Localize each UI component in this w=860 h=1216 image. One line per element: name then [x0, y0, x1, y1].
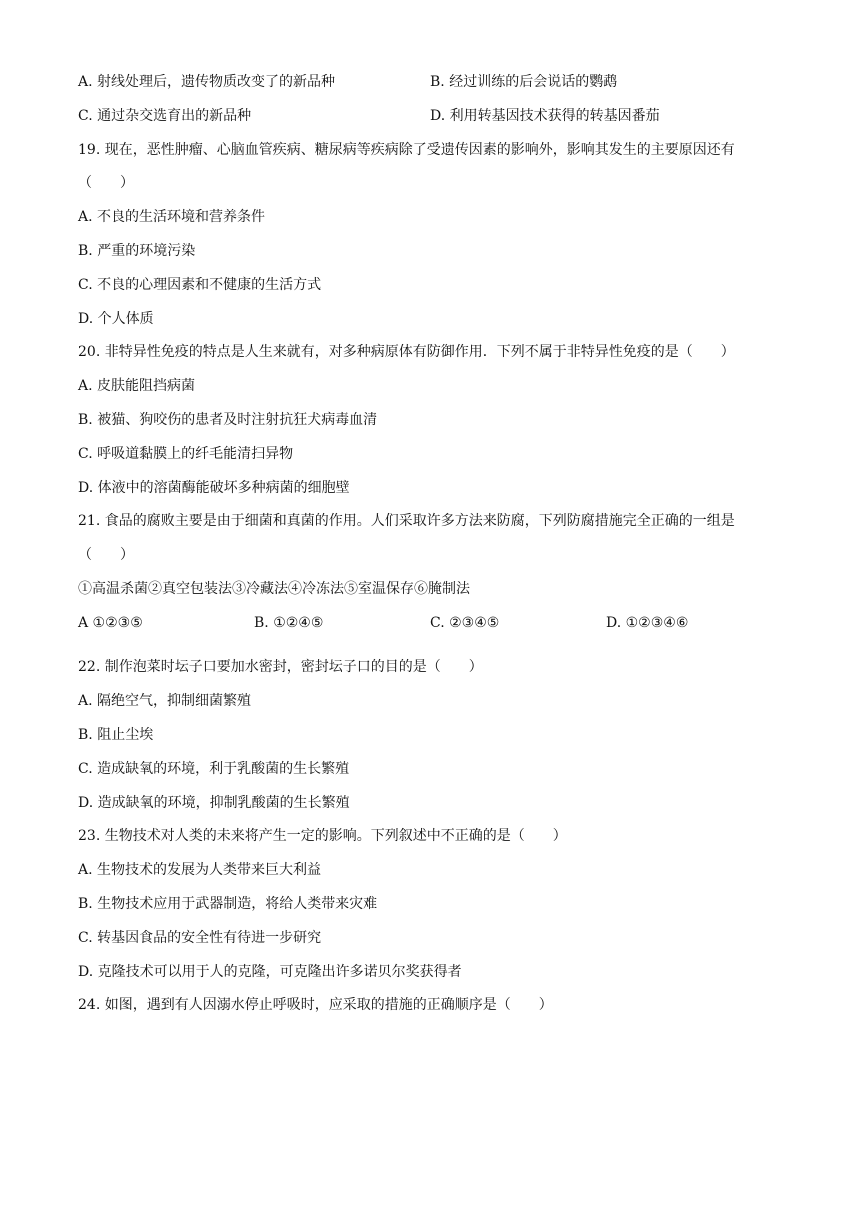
q19-option-a: A. 不良的生活环境和营养条件	[78, 209, 266, 225]
q22-option-d: D. 造成缺氧的环境，抑制乳酸菌的生长繁殖	[78, 795, 350, 811]
q19-option-b: B. 严重的环境污染	[78, 243, 196, 259]
q19-answer-paren: （ ）	[78, 175, 134, 191]
q21-option-c: C. ②③④⑤	[430, 615, 500, 631]
q19-stem: 19. 现在，恶性肿瘤、心脑血管疾病、糖尿病等疾病除了受遗传因素的影响外，影响其发生的主要原因还有	[78, 142, 735, 158]
q23-option-b: B. 生物技术应用于武器制造，将给人类带来灾难	[78, 896, 378, 912]
q21-option-a: A ①②③⑤	[78, 615, 143, 631]
q20-option-b: B. 被猫、狗咬伤的患者及时注射抗狂犬病毒血清	[78, 412, 378, 428]
q21-option-d: D. ①②③④⑥	[606, 615, 689, 631]
q23-stem: 23. 生物技术对人类的未来将产生一定的影响。下列叙述中不正确的是（ ）	[78, 828, 567, 844]
q22-stem: 22. 制作泡菜时坛子口要加水密封，密封坛子口的目的是（ ）	[78, 659, 483, 675]
q18-option-b: B. 经过训练的后会说话的鹦鹉	[430, 74, 618, 90]
q24-stem: 24. 如图，遇到有人因溺水停止呼吸时，应采取的措施的正确顺序是（ ）	[78, 997, 553, 1013]
q18-option-c: C. 通过杂交选育出的新品种	[78, 108, 252, 124]
q20-option-c: C. 呼吸道黏膜上的纤毛能清扫异物	[78, 446, 294, 462]
q23-option-a: A. 生物技术的发展为人类带来巨大利益	[78, 862, 322, 878]
q22-option-a: A. 隔绝空气，抑制细菌繁殖	[78, 693, 252, 709]
q23-option-d: D. 克隆技术可以用于人的克隆，可克隆出许多诺贝尔奖获得者	[78, 964, 462, 980]
q20-option-d: D. 体液中的溶菌酶能破坏多种病菌的细胞壁	[78, 480, 350, 496]
q21-answer-paren: （ ）	[78, 547, 134, 563]
q21-methods: ①高温杀菌②真空包装法③冷藏法④冷冻法⑤室温保存⑥腌制法	[78, 581, 470, 597]
q19-option-c: C. 不良的心理因素和不健康的生活方式	[78, 277, 322, 293]
q21-option-b: B. ①②④⑤	[254, 615, 324, 631]
q22-option-b: B. 阻止尘埃	[78, 727, 154, 743]
q18-option-d: D. 利用转基因技术获得的转基因番茄	[430, 108, 660, 124]
q18-option-a: A. 射线处理后，遗传物质改变了的新品种	[78, 74, 336, 90]
q20-stem: 20. 非特异性免疫的特点是人生来就有，对多种病原体有防御作用．下列不属于非特异性免疫的是（ ）	[78, 344, 735, 360]
q23-option-c: C. 转基因食品的安全性有待进一步研究	[78, 930, 322, 946]
q21-stem: 21. 食品的腐败主要是由于细菌和真菌的作用。人们采取许多方法来防腐，下列防腐措施完全正确的一组是	[78, 513, 735, 529]
q22-option-c: C. 造成缺氧的环境，利于乳酸菌的生长繁殖	[78, 761, 350, 777]
q19-option-d: D. 个人体质	[78, 311, 154, 327]
q20-option-a: A. 皮肤能阻挡病菌	[78, 378, 196, 394]
